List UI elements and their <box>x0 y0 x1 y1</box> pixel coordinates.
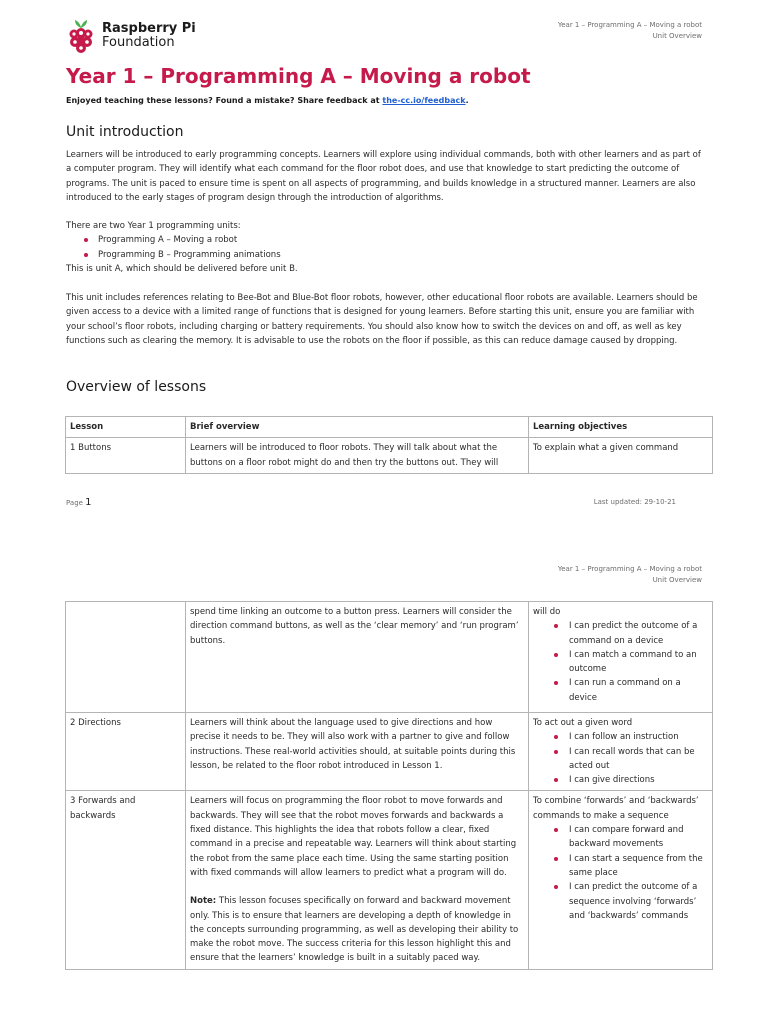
page-footer-number <box>66 497 92 508</box>
header-line2: Unit Overview <box>652 576 702 584</box>
list-item: I can give directions <box>533 773 708 787</box>
feedback-text: Enjoyed teaching these lessons? Found a mistake? Share feedback at <box>66 96 383 105</box>
objective-cell <box>529 791 713 969</box>
units-list <box>66 233 706 262</box>
raspberry-icon <box>66 18 96 54</box>
column-header-lesson: Lesson <box>66 417 186 438</box>
list-item: I can compare forward and backward movements <box>533 823 708 852</box>
unit-introduction-heading: Unit introduction <box>66 124 184 140</box>
logo-name-line1: Raspberry Pi <box>102 21 196 36</box>
overview-note <box>190 894 524 965</box>
header-line2: Unit Overview <box>652 32 702 40</box>
lesson-cell <box>66 602 186 713</box>
success-criteria-list <box>533 823 708 923</box>
page-2 <box>0 540 768 1024</box>
success-criteria-list <box>533 619 708 705</box>
success-criteria-list <box>533 730 708 787</box>
lesson-cell: 1 Buttons <box>66 438 186 474</box>
overview-cell <box>186 791 529 969</box>
overview-cell: Learners will think about the language used to give directions and how precise it needs to be. They will also work with a partner to give and follow instructions. These real-world activities should, at suitable points during this lesson, be related to the floor robot introduced in Lesson 1. <box>186 713 529 791</box>
list-item: I can recall words that can be acted out <box>533 745 708 774</box>
table-row <box>66 713 713 791</box>
lesson-cell: 3 Forwards and backwards <box>66 791 186 969</box>
lesson-cell: 2 Directions <box>66 713 186 791</box>
page-label: Page <box>66 499 86 507</box>
list-item: I can follow an instruction <box>533 730 708 744</box>
units-tail: This is unit A, which should be delivered before unit B. <box>66 263 298 274</box>
overview-text: Learners will focus on programming the floor robot to move forwards and backwards. They will see that the robot moves forwards and backwards a fixed distance. This highlights the idea that robots follow a clear, fixed command in a precise and repeatable way. Learners will think about starting the robot from the same place each time. Using the same starting position with fixed commands will allow learners to predict what a program will do. <box>190 796 517 878</box>
objective-lead: To combine ‘forwards’ and ‘backwards’ commands to make a sequence <box>533 796 699 821</box>
table-header-row <box>66 417 713 438</box>
column-header-overview: Brief overview <box>186 417 529 438</box>
lessons-table <box>65 416 713 474</box>
list-item: I can match a command to an outcome <box>533 648 708 677</box>
header-line1: Year 1 – Programming A – Moving a robot <box>557 21 702 29</box>
page-title: Year 1 – Programming A – Moving a robot <box>66 64 531 88</box>
table-row <box>66 791 713 969</box>
logo-name-line2: Foundation <box>102 35 175 50</box>
units-lead: There are two Year 1 programming units: <box>66 221 241 231</box>
note-label: Note: <box>190 896 217 907</box>
list-item: I can run a command on a device <box>533 676 708 705</box>
overview-cell: Learners will be introduced to floor robots. They will talk about what the buttons on a floor robot might do and then try the buttons out. They will <box>186 438 529 474</box>
intro-paragraph-1: Learners will be introduced to early programming concepts. Learners will explore using individual commands, both with other learners and as part of a computer program. They will identify what each command for the floor robot does, and use that knowledge to start predicting the outcome of programs. The unit is paced to ensure time is spent on all aspects of programming, and builds knowledge in a structured manner. Learners are also introduced to the early stages of program design through the introduction of algorithms. <box>66 150 701 203</box>
running-header <box>558 564 702 586</box>
feedback-line <box>66 96 469 105</box>
intro-paragraph-3: This unit includes references relating to Bee-Bot and Blue-Bot floor robots, however, other educational floor robots are available. Learners should be given access to a device with a limited range of functions that is designed for young learners. Before starting this unit, ensure you are familiar with your school’s floor robots, including charging or battery requirements. You should also know how to switch the devices on and off, as well as key functions such as clearing the memory. It is advisable to use the robots on the floor if possible, as this can reduce damage caused by dropping. <box>66 293 698 346</box>
feedback-link[interactable]: the-cc.io/feedback <box>382 96 466 105</box>
note-text: This lesson focuses specifically on forward and backward movement only. This is to ensure that learners are developing a depth of knowledge in the concepts surrounding programming, as well as developing their ability to make the robot move. The success criteria for this lesson highlight this and ensure that the learners’ knowledge is built in a suitably paced way. <box>190 896 519 964</box>
column-header-objectives: Learning objectives <box>529 417 713 438</box>
table-row <box>66 438 713 474</box>
intro-paragraph-2 <box>66 219 706 276</box>
header-line1: Year 1 – Programming A – Moving a robot <box>557 565 702 573</box>
list-item: I can predict the outcome of a sequence involving ‘forwards’ and ‘backwards’ commands <box>533 880 708 923</box>
objective-cell <box>529 602 713 713</box>
overview-cell: spend time linking an outcome to a button press. Learners will consider the direction command buttons, as well as the ‘clear memory’ and ‘run program’ buttons. <box>186 602 529 713</box>
list-item: Programming A – Moving a robot <box>66 233 706 247</box>
objective-lead: will do <box>533 607 561 617</box>
lessons-table-continued <box>65 601 713 970</box>
list-item: Programming B – Programming animations <box>66 248 706 262</box>
table-row <box>66 602 713 713</box>
list-item: I can start a sequence from the same place <box>533 852 708 881</box>
running-header <box>558 20 702 42</box>
objective-cell <box>529 713 713 791</box>
list-item: I can predict the outcome of a command on a device <box>533 619 708 648</box>
objective-lead: To act out a given word <box>533 718 633 728</box>
raspberry-pi-logo <box>66 18 196 54</box>
overview-heading: Overview of lessons <box>66 379 207 395</box>
feedback-end: . <box>465 96 469 105</box>
page-number: 1 <box>85 497 92 508</box>
last-updated: Last updated: 29-10-21 <box>593 498 676 506</box>
objective-cell: To explain what a given command <box>529 438 713 474</box>
